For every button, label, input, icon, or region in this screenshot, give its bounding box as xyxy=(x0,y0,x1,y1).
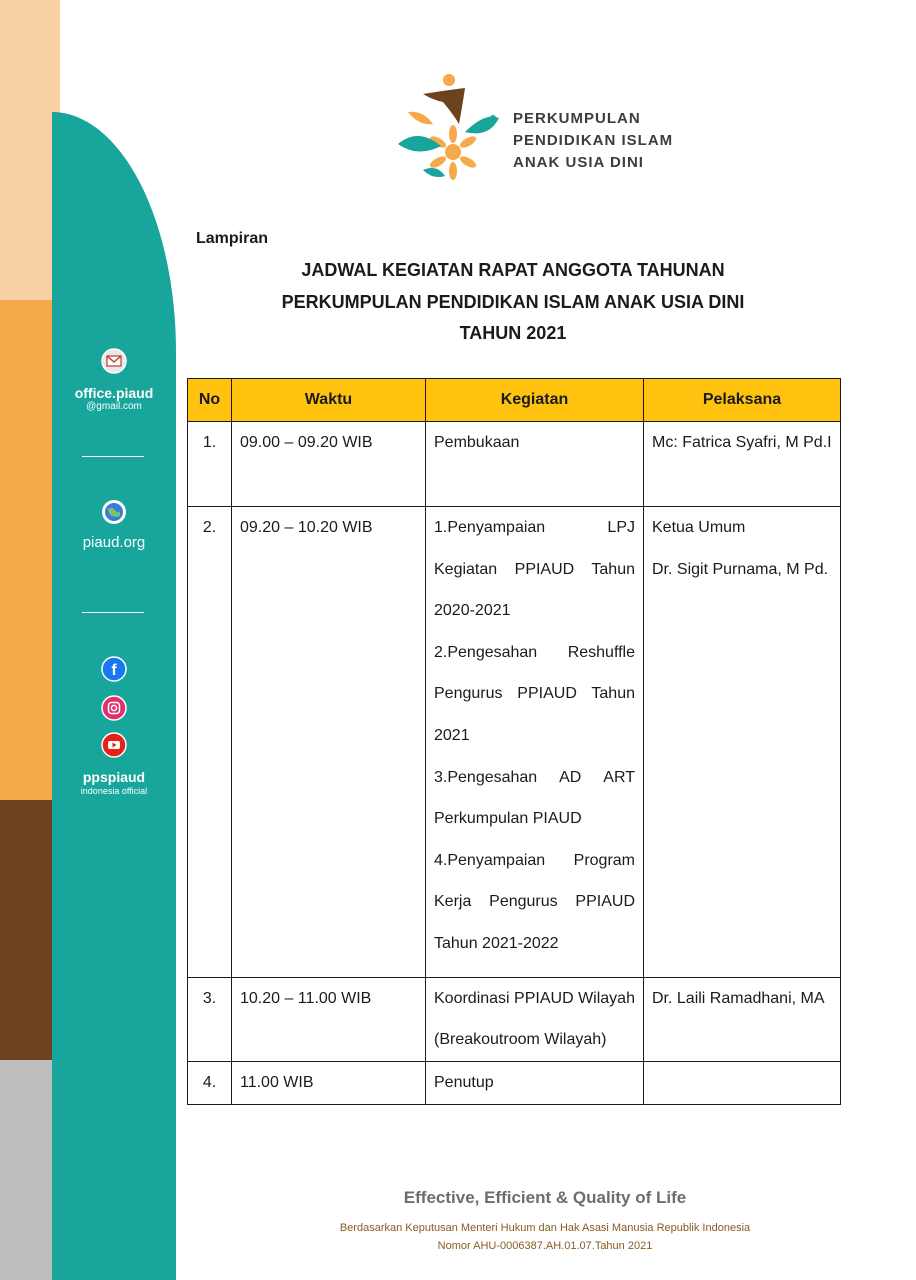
activity-item: Penutup xyxy=(434,1073,494,1091)
header-waktu: Waktu xyxy=(232,379,426,422)
cell-kegiatan xyxy=(426,422,644,507)
cell-pelaksana xyxy=(644,1061,841,1104)
cell-waktu: 09.20 – 10.20 WIB xyxy=(232,507,426,978)
activity-item: 4.Penyampaian Program Kerja Pengurus PPIAUD Tahun 2021-2022 xyxy=(434,851,635,952)
org-name-line: ANAK USIA DINI xyxy=(513,154,644,171)
header-pelaksana: Pelaksana xyxy=(644,379,841,422)
cell-kegiatan xyxy=(426,507,644,978)
youtube-icon xyxy=(101,732,127,758)
globe-icon xyxy=(100,498,128,526)
cell-pelaksana xyxy=(644,977,841,1061)
footer-tagline: Effective, Efficient & Quality of Life xyxy=(403,1188,687,1207)
cell-no: 4. xyxy=(188,1061,232,1104)
cell-kegiatan xyxy=(426,1061,644,1104)
website-contact xyxy=(52,498,176,551)
organization-name xyxy=(513,108,753,174)
header-no: No xyxy=(188,379,232,422)
social-handle: ppspiaud xyxy=(82,769,146,785)
orange-band xyxy=(0,300,60,860)
table-row xyxy=(188,1061,841,1104)
table-row xyxy=(188,422,841,507)
social-subtitle: indonesia official xyxy=(80,786,148,796)
document-title-line: JADWAL KEGIATAN RAPAT ANGGOTA TAHUNAN xyxy=(301,260,725,280)
footer-legal-line: Nomor AHU-0006387.AH.01.07.Tahun 2021 xyxy=(437,1240,653,1252)
email-contact xyxy=(52,348,176,413)
org-name-line: PENDIDIKAN ISLAM xyxy=(513,132,674,149)
activity-item: 1.Penyampaian LPJ Kegiatan PPIAUD Tahun 2020-2021 xyxy=(434,519,635,620)
attachment-label: Lampiran xyxy=(196,230,269,247)
footer-legal-line: Berdasarkan Keputusan Menteri Hukum dan Hak Asasi Manusia Republik Indonesia xyxy=(339,1222,751,1234)
executor-item: Mc: Fatrica Syafri, M Pd.I xyxy=(652,434,832,451)
organization-logo xyxy=(393,72,503,192)
email-user: office.piaud xyxy=(74,385,154,401)
social-contact xyxy=(52,656,176,797)
cell-kegiatan xyxy=(426,977,644,1061)
cell-waktu: 09.00 – 09.20 WIB xyxy=(232,422,426,507)
cell-no: 2. xyxy=(188,507,232,978)
cell-pelaksana xyxy=(644,422,841,507)
cell-waktu: 11.00 WIB xyxy=(232,1061,426,1104)
executor-item: Ketua Umum xyxy=(652,519,746,536)
activity-item: 2.Pengesahan Reshuffle Pengurus PPIAUD Tahun 2021 xyxy=(434,643,635,744)
activity-item: Pembukaan xyxy=(434,434,520,451)
table-header-row xyxy=(188,379,841,422)
left-decorative-bands xyxy=(0,0,60,1280)
instagram-icon xyxy=(101,695,127,721)
schedule-table xyxy=(187,378,841,1105)
header-kegiatan: Kegiatan xyxy=(426,379,644,422)
executor-item: Dr. Sigit Purnama, M Pd. xyxy=(652,560,829,578)
peach-band xyxy=(0,0,60,330)
document-title-line: PERKUMPULAN PENDIDIKAN ISLAM ANAK USIA DINI xyxy=(281,292,745,312)
cell-no: 3. xyxy=(188,977,232,1061)
brown-band xyxy=(0,800,60,1100)
activity-item: (Breakoutroom Wilayah) xyxy=(434,1031,607,1049)
sidebar-divider xyxy=(82,612,144,613)
org-name-line: PERKUMPULAN xyxy=(513,110,641,127)
cell-pelaksana xyxy=(644,507,841,978)
facebook-icon xyxy=(101,656,127,682)
cell-waktu: 10.20 – 11.00 WIB xyxy=(232,977,426,1061)
activity-item: 3.Pengesahan AD ART Perkumpulan PIAUD xyxy=(434,768,635,828)
mail-icon xyxy=(101,348,127,374)
activity-item: Koordinasi PPIAUD Wilayah xyxy=(434,989,635,1007)
sidebar-divider xyxy=(82,456,144,457)
executor-item: Dr. Laili Ramadhani, MA xyxy=(652,989,825,1007)
table-row xyxy=(188,507,841,978)
document-title-line: TAHUN 2021 xyxy=(459,323,567,343)
table-row xyxy=(188,977,841,1061)
email-domain: @gmail.com xyxy=(86,401,142,412)
website-url: piaud.org xyxy=(82,534,146,551)
cell-no: 1. xyxy=(188,422,232,507)
svg-text:f: f xyxy=(111,662,117,679)
